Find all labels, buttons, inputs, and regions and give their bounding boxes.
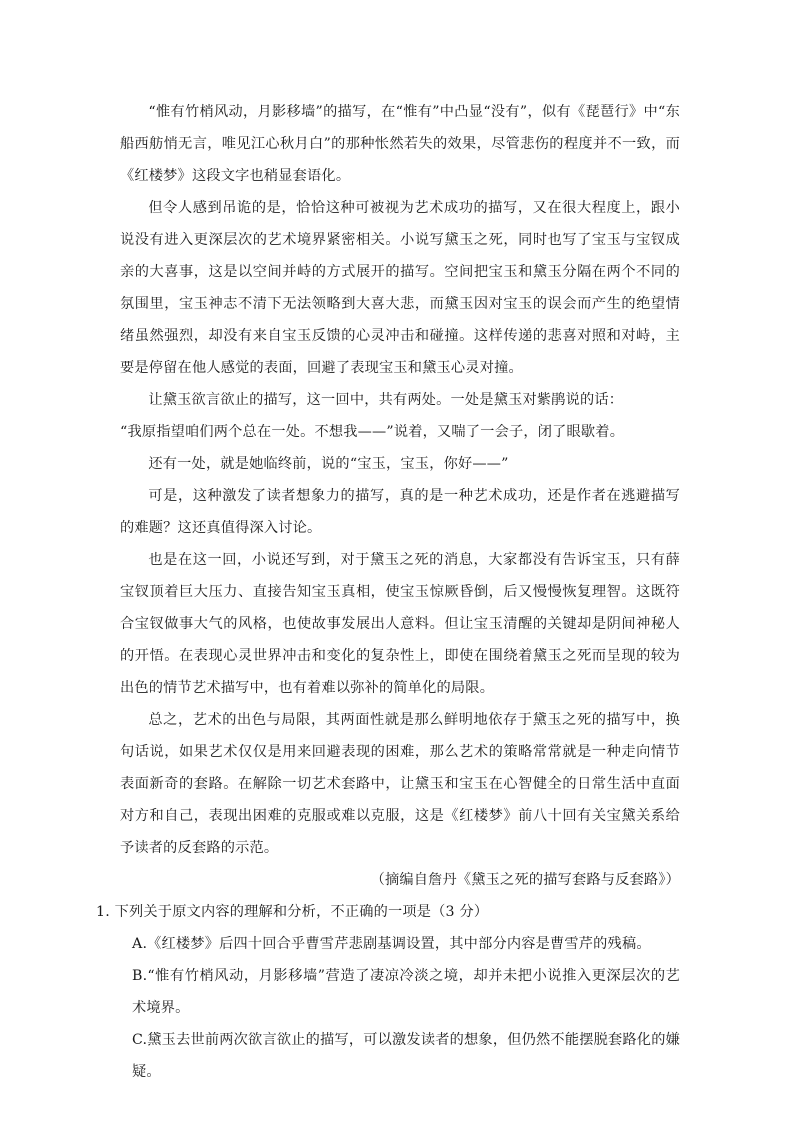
option-b: B.“惟有竹梢风动，月影移墙”营造了凄凉冷淡之境，却并未把小说推入更深层次的艺术境界。 [132,968,680,1016]
paragraph-3: 让黛玉欲言欲止的描写，这一回中，共有两处。一处是黛玉对紫鹃说的话： [148,392,624,408]
paragraph-5: 还有一处，就是她临终前，说的“宝玉，宝玉，你好——” [148,456,509,472]
paragraph-6: 可是，这种激发了读者想象力的描写，真的是一种艺术成功，还是作者在逃避描写的难题？这还真值得深入讨论。 [120,488,680,536]
question-stem: 1. 下列关于原文内容的理解和分析，不正确的一项是（3 分） [96,904,489,920]
source-citation: （摘编自詹丹《黛玉之死的描写套路与反套路》） [370,872,680,888]
paragraph-1: “惟有竹梢风动，月影移墙”的描写，在“惟有”中凸显“没有”，似有《琵琶行》中“东船西舫悄无言，唯见江心秋月白”的那种怅然若失的效果，尽管悲伤的程度并不一致，而《红楼梦》这段文字也稍显套语化。 [120,104,680,184]
option-a: A.《红楼梦》后四十回合乎曹雪芹悲剧基调设置，其中部分内容是曹雪芹的残稿。 [132,936,651,952]
option-c: C.黛玉去世前两次欲言欲止的描写，可以激发读者的想象，但仍然不能摆脱套路化的嫌疑。 [132,1032,680,1080]
paragraph-4-quote: “我原指望咱们两个总在一处。不想我——”说着，又喘了一会子，闭了眼歇着。 [120,424,625,440]
paragraph-8: 总之，艺术的出色与局限，其两面性就是那么鲜明地依存于黛玉之死的描写中，换句话说，如果艺术仅仅是用来回避表现的困难，那么艺术的策略常常就是一种走向情节表面新奇的套路。在解除一切艺术套路中，让黛玉和宝玉在心智健全的日常生活中直面对方和自己，表现出困难的克服或难以克服，这是《红楼梦》前八十回有关宝黛关系给予读者的反套路的示范。 [120,712,680,856]
document-page [96,96,680,1088]
paragraph-7: 也是在这一回，小说还写到，对于黛玉之死的消息，大家都没有告诉宝玉，只有薛宝钗顶着巨大压力、直接告知宝玉真相，使宝玉惊厥昏倒，后又慢慢恢复理智。这既符合宝钗做事大气的风格，也使故事发展出人意料。但让宝玉清醒的关键却是阴间神秘人的开悟。在表现心灵世界冲击和变化的复杂性上，即使在围绕着黛玉之死而呈现的较为出色的情节艺术描写中，也有着难以弥补的简单化的局限。 [120,552,680,696]
paragraph-2: 但令人感到吊诡的是，恰恰这种可被视为艺术成功的描写，又在很大程度上，跟小说没有进入更深层次的艺术境界紧密相关。小说写黛玉之死，同时也写了宝玉与宝钗成亲的大喜事，这是以空间并峙的方式展开的描写。空间把宝玉和黛玉分隔在两个不同的氛围里，宝玉神志不清下无法领略到大喜大悲，而黛玉因对宝玉的误会而产生的绝望情绪虽然强烈，却没有来自宝玉反馈的心灵冲击和碰撞。这样传递的悲喜对照和对峙，主要是停留在他人感觉的表面，回避了表现宝玉和黛玉心灵对撞。 [120,200,680,376]
